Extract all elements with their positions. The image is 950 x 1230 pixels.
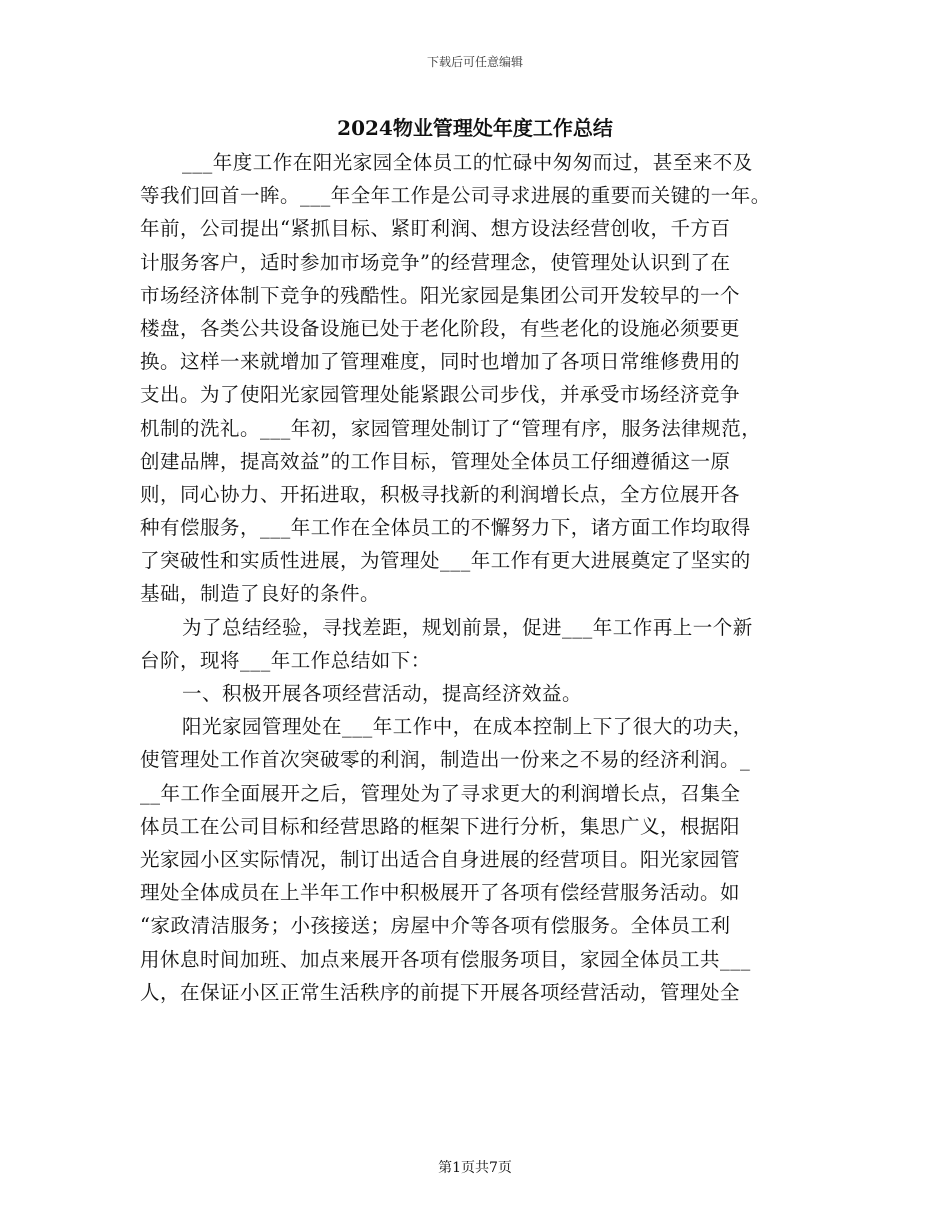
text-line: 光家园小区实际情况，制订出适合自身进展的经营项目。阳光家园管	[140, 847, 741, 871]
text-line: 人，在保证小区正常生活秩序的前提下开展各项经营活动，管理处全	[140, 980, 741, 1004]
text-line: 机制的洗礼。___年初，家园管理处制订了“管理有序，服务法律规范，	[140, 416, 762, 440]
text-line: 计服务客户，适时参加市场竞争”的经营理念，使管理处认识到了在	[140, 250, 731, 274]
text-line: 市场经济体制下竞争的残酷性。阳光家园是集团公司开发较早的一个	[140, 283, 741, 307]
text-line: 年前，公司提出“紧抓目标、紧盯利润、想方设法经营创收，千方百	[140, 217, 731, 241]
text-line: 理处全体成员在上半年工作中积极展开了各项有偿经营服务活动。如	[140, 881, 741, 905]
text-line: 体员工在公司目标和经营思路的框架下进行分析，集思广义，根据阳	[140, 814, 741, 838]
text-line: 用休息时间加班、加点来展开各项有偿服务项目，家园全体员工共___	[140, 947, 751, 971]
header-note: 下载后可任意编辑	[426, 55, 523, 69]
text-line: 楼盘，各类公共设备设施已处于老化阶段，有些老化的设施必须要更	[140, 316, 741, 340]
text-line: 换。这样一来就增加了管理难度，同时也增加了各项日常维修费用的	[140, 350, 741, 374]
text-line: 则，同心协力、开拓进取，积极寻找新的利润增长点，全方位展开各	[140, 482, 741, 506]
text-line: 阳光家园管理处在___年工作中，在成本控制上下了很大的功夫，	[182, 715, 753, 739]
text-line: 为了总结经验，寻找差距，规划前景，促进___年工作再上一个新	[182, 615, 753, 639]
text-line: 使管理处工作首次突破零的利润，制造出一份来之不易的经济利润。_	[140, 748, 751, 772]
document-title: 2024物业管理处年度工作总结	[337, 116, 613, 140]
text-line: 支出。为了使阳光家园管理处能紧跟公司步伐，并承受市场经济竞争	[140, 383, 741, 407]
text-line: __年工作全面展开之后，管理处为了寻求更大的利润增长点，召集全	[140, 781, 741, 805]
text-line: 基础，制造了良好的条件。	[140, 582, 381, 606]
document-body	[140, 146, 830, 1009]
text-line: “家政清洁服务；小孩接送；房屋中介等各项有偿服务。全体员工利	[140, 914, 731, 938]
text-line: 种有偿服务，___年工作在全体员工的不懈努力下，诸方面工作均取得	[140, 516, 751, 540]
text-line: 创建品牌，提高效益”的工作目标，管理处全体员工仔细遵循这一原	[140, 449, 731, 473]
text-line: 等我们回首一眸。___年全年工作是公司寻求进展的重要而关键的一年。	[140, 184, 771, 208]
text-line: ___年度工作在阳光家园全体员工的忙碌中匆匆而过，甚至来不及	[182, 151, 753, 174]
text-line: 一、积极开展各项经营活动，提高经济效益。	[182, 682, 583, 705]
page-footer: 第1页共7页	[438, 1160, 512, 1176]
text-line: 了突破性和实质性进展，为管理处___年工作有更大进展奠定了坚实的	[140, 549, 751, 573]
text-line: 台阶，现将___年工作总结如下：	[140, 648, 431, 672]
